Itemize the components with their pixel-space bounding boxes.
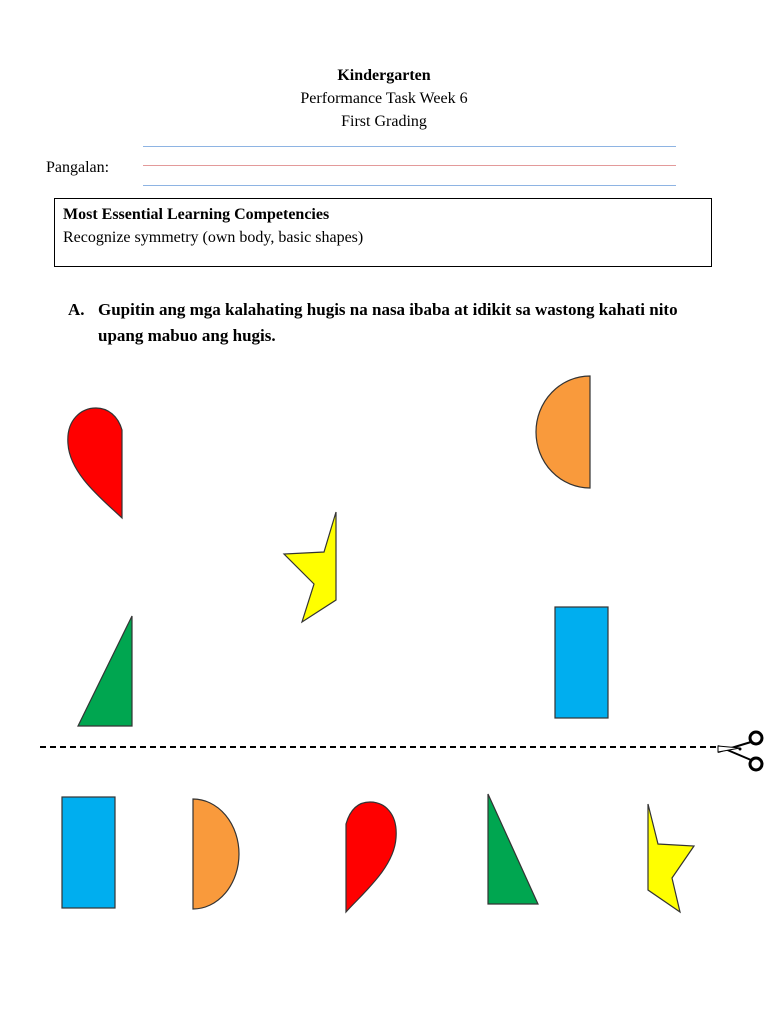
melc-box xyxy=(54,198,712,267)
cut-line xyxy=(40,746,716,748)
name-line-middle[interactable] xyxy=(143,165,676,166)
grade-level: Kindergarten xyxy=(337,67,431,84)
instruction-text: Gupitin ang mga kalahating hugis na nasa ibaba at idikit sa wastong kahati nito upang mabuo ang hugis. xyxy=(98,300,678,345)
half-heart-target xyxy=(62,404,126,524)
melc-title: Most Essential Learning Competencies xyxy=(63,206,330,223)
worksheet-header xyxy=(0,64,768,133)
task-title: Performance Task Week 6 xyxy=(300,90,468,107)
name-line-bottom[interactable] xyxy=(143,185,676,186)
melc-competency: Recognize symmetry (own body, basic shapes) xyxy=(63,229,364,246)
half-star-cutout[interactable] xyxy=(642,800,698,918)
name-label: Pangalan: xyxy=(46,159,110,176)
half-circle-cutout[interactable] xyxy=(190,796,242,914)
name-line-top[interactable] xyxy=(143,146,676,147)
half-rectangle-target xyxy=(552,604,612,722)
half-circle-target xyxy=(532,374,596,494)
scissors-icon xyxy=(714,728,766,774)
half-rectangle-cutout[interactable] xyxy=(59,794,119,912)
instruction-a xyxy=(68,297,718,349)
half-heart-cutout[interactable] xyxy=(342,798,402,916)
half-triangle-cutout[interactable] xyxy=(484,790,542,908)
half-star-target xyxy=(280,508,342,628)
grading-period: First Grading xyxy=(341,113,427,130)
instruction-letter: A. xyxy=(68,300,85,319)
half-triangle-target xyxy=(74,612,138,730)
